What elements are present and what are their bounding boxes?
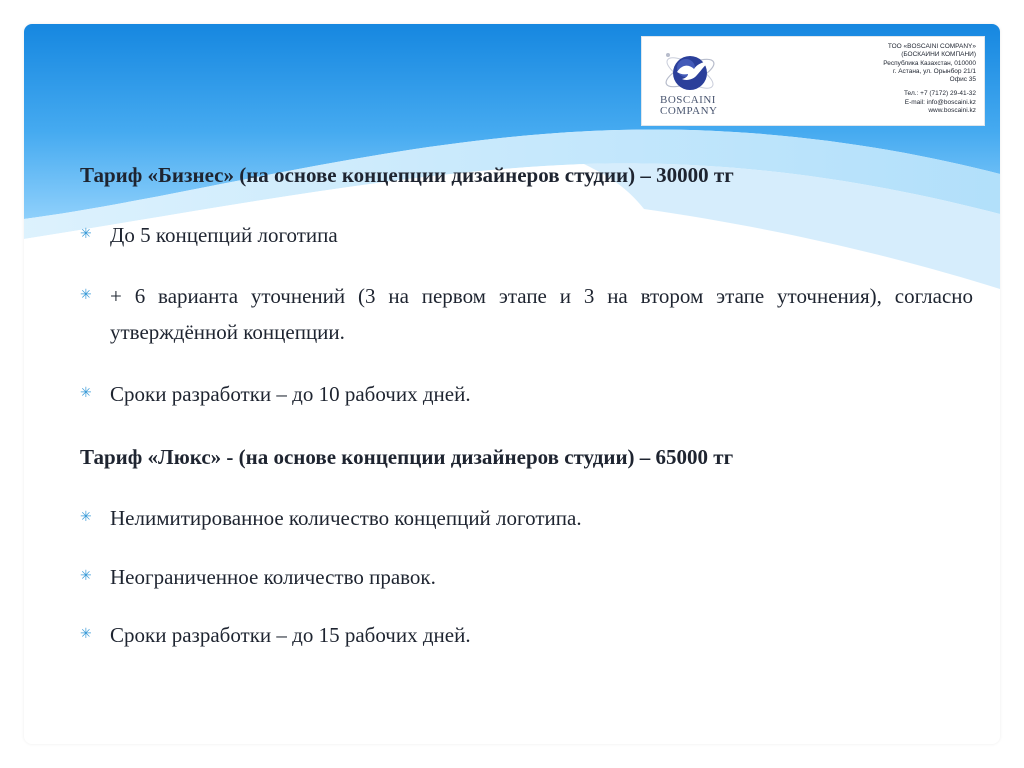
bullet-icon: ✳ — [80, 627, 92, 642]
list-item-text: Сроки разработки – до 15 рабочих дней. — [110, 623, 471, 647]
bullet-icon: ✳ — [80, 569, 92, 584]
address-line-1: Республика Казахстан, 010000 — [883, 59, 976, 67]
address-line-3: Офис 35 — [949, 76, 976, 84]
bullet-icon: ✳ — [80, 288, 92, 303]
brand-wordmark — [660, 95, 718, 117]
list-item-text: Неограниченное количество правок. — [110, 565, 436, 589]
list-item-text: Сроки разработки – до 10 рабочих дней. — [110, 382, 471, 406]
list-item — [80, 559, 973, 595]
bullet-icon: ✳ — [80, 386, 92, 401]
website: www.boscaini.kz — [928, 107, 976, 115]
bullet-icon: ✳ — [80, 510, 92, 525]
list-item — [80, 500, 973, 536]
list-item — [80, 617, 973, 653]
slide — [24, 24, 1000, 744]
company-name: ТОО «BOSCAINI COMPANY» — [887, 43, 976, 50]
company-contact-block — [883, 43, 976, 115]
brand-line-1: BOSCAINI — [660, 94, 716, 106]
tariff-lux-heading: Тариф «Люкс» - (на основе концепции дизайнеров студии) – 65000 тг — [80, 445, 734, 469]
list-item — [80, 278, 973, 350]
list-item-text: Нелимитированное количество концепций логотипа. — [110, 506, 582, 530]
list-item — [80, 376, 973, 412]
list-item — [80, 217, 973, 253]
brand-line-2: COMPANY — [660, 105, 718, 117]
address-line-2: г. Астана, ул. Орынбор 21/1 — [893, 67, 976, 75]
company-name-ru: (БОСКАИНИ КОМПАНИ) — [901, 51, 976, 59]
phone: Тел.: +7 (7172) 29-41-32 — [903, 90, 976, 98]
bullet-icon: ✳ — [80, 227, 92, 242]
company-logo-card — [641, 36, 985, 126]
list-item-text: + 6 варианта уточнений (3 на первом этапе и 3 на втором этапе уточнения), согласно утверждённой концепции. — [110, 284, 973, 344]
email: E-mail: info@boscaini.kz — [904, 98, 976, 106]
tariff-business-heading: Тариф «Бизнес» (на основе концепции дизайнеров студии) – 30000 тг — [80, 163, 734, 187]
list-item-text: До 5 концепций логотипа — [110, 223, 338, 247]
